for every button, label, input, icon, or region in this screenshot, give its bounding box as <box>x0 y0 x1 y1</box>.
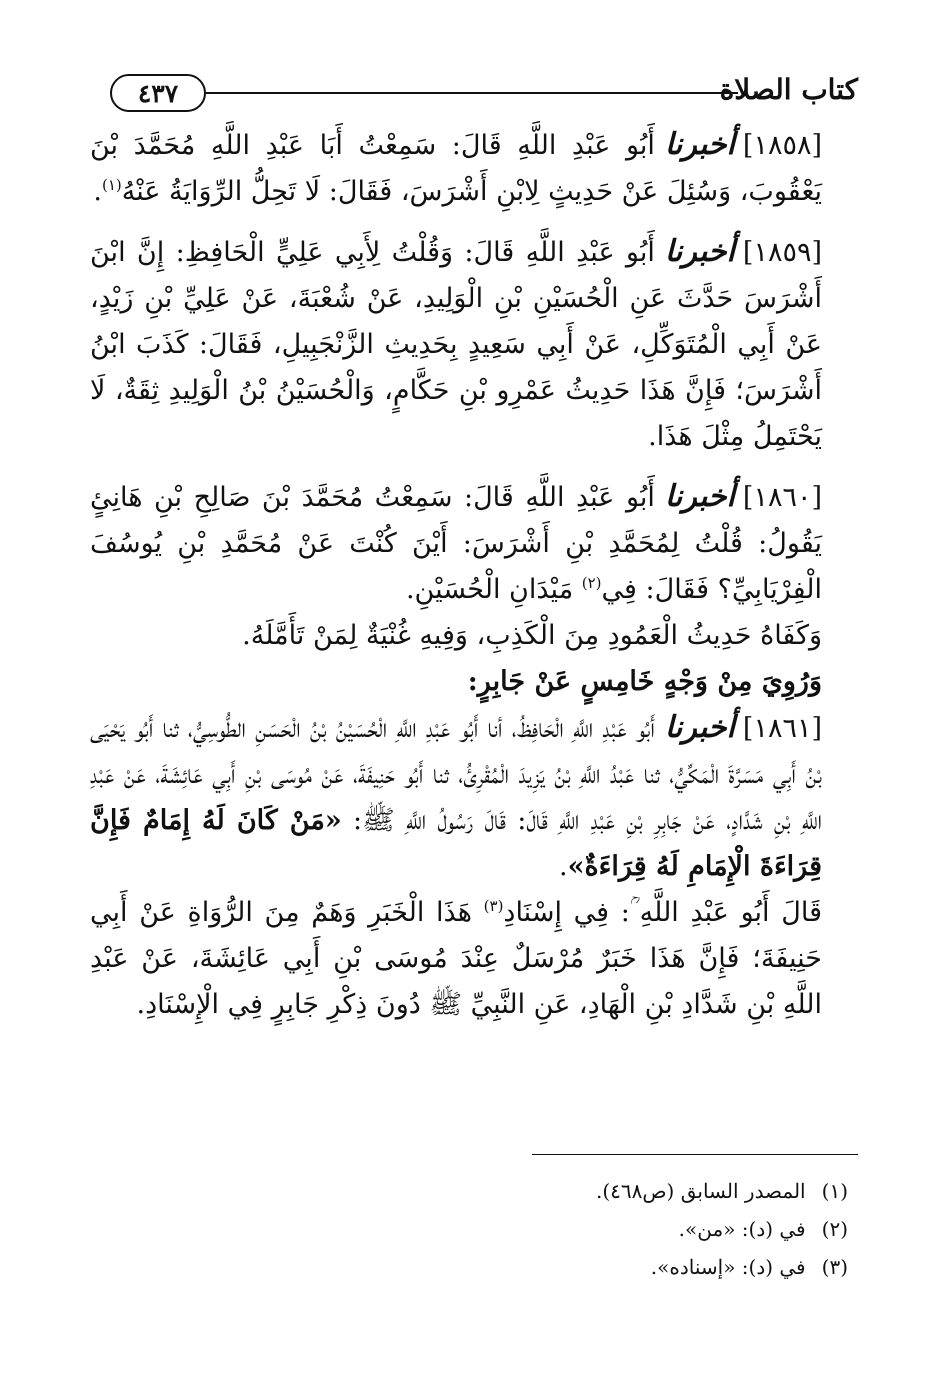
hadith-1860 <box>90 474 858 613</box>
footnote-1 <box>248 1172 848 1210</box>
footnote-number: (٢) <box>821 1217 848 1241</box>
hadith-1859 <box>90 229 858 460</box>
hadith-1858 <box>90 122 858 215</box>
footnote-3 <box>248 1248 848 1286</box>
hadith-text-end: مَيْدَانِ الْحُسَيْنِ. <box>405 574 582 605</box>
footnote-text: المصدر السابق (ص٤٦٨). <box>595 1179 806 1203</box>
hadith-number: [١٨٦٠] <box>742 482 822 513</box>
hadith-text: أَبُو عَبْدِ اللَّهِ قَالَ: سَمِعْتُ أَبَا عَبْدِ اللَّهِ مُحَمَّدَ بْنَ يَعْقُوبَ، وَسُئِلَ عَنْ حَدِيثٍ لِابْنِ أَشْرَسَ، فَقَالَ: لَا تَحِلُّ الرِّوَايَةُ عَنْهُ <box>90 130 822 207</box>
prophetic-quote: «مَنْ كَانَ لَهُ إِمَامٌ فَإِنَّ قِرَاءَةَ الْإِمَامِ لَهُ قِرَاءَةٌ» <box>90 805 822 882</box>
footnote-number: (٣) <box>821 1255 848 1279</box>
hadith-number: [١٨٥٨] <box>742 130 822 161</box>
hadith-text: أَبُو عَبْدِ اللَّهِ قَالَ: سَمِعْتُ مُحَمَّدَ بْنَ صَالِحِ بْنِ هَانِئٍ يَقُولُ: قُلْتُ لِمُحَمَّدِ بْنِ أَشْرَسَ: أَيْنَ كُنْتَ عَنْ مُحَمَّدِ بْنِ يُوسُفَ الْفِرْيَابِيِّ؟ فَقَالَ: فِي <box>90 482 822 605</box>
hadith-text: أَبُو عَبْدِ اللَّهِ قَالَ: وَقُلْتُ لِأَبِي عَلِيٍّ الْحَافِظِ: إِنَّ ابْنَ أَشْرَسَ حَدَّثَ عَنِ الْحُسَيْنِ بْنِ الْوَلِيدِ، عَنْ شُعْبَةَ، عَنْ عَلِيِّ بْنِ زَيْدٍ، عَنْ أَبِي الْمُتَوَكِّلِ، عَنْ أَبِي سَعِيدٍ بِحَدِيثِ الزَّنْجَبِيلِ، فَقَالَ: كَذَبَ ابْنُ أَشْرَسَ؛ فَإِنَّ هَذَا حَدِيثُ عَمْرِو بْنِ حَكَّامٍ، وَالْحُسَيْنُ بْنُ الْوَلِيدِ ثِقَةٌ، لَا يَحْتَمِلُ مِثْلَ هَذَا. <box>90 237 822 452</box>
hadith-text: أَبُو عَبْدِ اللَّهِ الْحَافِظُ، أنا أَبُو عَبْدِ اللَّهِ الْحُسَيْنُ بْنُ الْحَسَنِ الطُّوسِيُّ، ثنا أَبُو يَحْيَى بْنُ أَبِي مَسَرَّةَ الْمَكِّيُّ، ثنا عَبْدُ اللَّهِ بْنُ يَزِيدَ الْمُقْرِئُ، ثنا أَبُو حَنِيفَةَ، عَنْ مُوسَى بْنِ أَبِي عَائِشَةَ، عَنْ عَبْدِ اللَّهِ بْنِ شَدَّادٍ، عَنْ جَابِرِ بْنِ عَبْدِ اللَّهِ قَالَ: قَالَ رَسُولُ اللَّهِ ﷺ: <box>90 713 822 836</box>
akhbarana-label: أخبرنا <box>664 234 735 269</box>
footnote-number: (١) <box>821 1179 848 1203</box>
closing-text-start: قَالَ أَبُو عَبْدِ اللَّهِ ؒ: فِي إِسْنَادِ <box>503 897 822 928</box>
footnote-marker: (١) <box>101 176 122 194</box>
footnotes <box>248 1172 848 1286</box>
hadith-text-end: . <box>93 176 102 207</box>
footnote-2 <box>248 1210 848 1248</box>
akhbarana-label: أخبرنا <box>664 127 735 162</box>
footnote-text: في (د): «إسناده». <box>650 1255 806 1279</box>
remark-paragraph: وَكَفَاهُ حَدِيثُ الْعَمُودِ مِنَ الْكَذِبِ، وَفِيهِ غُنْيَةٌ لِمَنْ تَأَمَّلَهُ. <box>242 620 822 651</box>
chapter-title: كتاب الصلاة <box>719 73 858 106</box>
page-number: ٤٣٧ <box>110 74 206 112</box>
closing-text-end: هَذَا الْخَبَرِ وَهَمٌ مِنَ الرُّوَاةِ عَنْ أَبِي حَنِيفَةَ؛ فَإِنَّ هَذَا خَبَرٌ مُرْسَلٌ عِنْدَ مُوسَى بْنِ أَبِي عَائِشَةَ، عَنْ عَبْدِ اللَّهِ بْنِ شَدَّادِ بْنِ الْهَادِ، عَنِ النَّبِيِّ ﷺ دُونَ ذِكْرِ جَابِرٍ فِي الْإِسْنَادِ. <box>90 897 822 1020</box>
akhbarana-label: أخبرنا <box>664 479 735 514</box>
hadith-number: [١٨٦١] <box>742 713 822 744</box>
footnote-separator <box>532 1154 858 1155</box>
footnote-marker: (٢) <box>581 574 602 592</box>
main-text <box>90 122 858 1028</box>
footnote-marker: (٣) <box>483 897 504 915</box>
hadith-text-end: . <box>559 851 568 882</box>
closing-paragraph <box>90 890 858 1028</box>
hadith-1861 <box>90 705 858 890</box>
page-header <box>110 68 858 120</box>
hadith-number: [١٨٥٩] <box>742 237 822 268</box>
akhbarana-label: أخبرنا <box>664 710 735 745</box>
section-subheading: وَرُوِيَ مِنْ وَجْهٍ خَامِسٍ عَنْ جَابِرٍ: <box>467 666 822 697</box>
header-rule <box>204 92 738 94</box>
footnote-text: في (د): «من». <box>678 1217 806 1241</box>
